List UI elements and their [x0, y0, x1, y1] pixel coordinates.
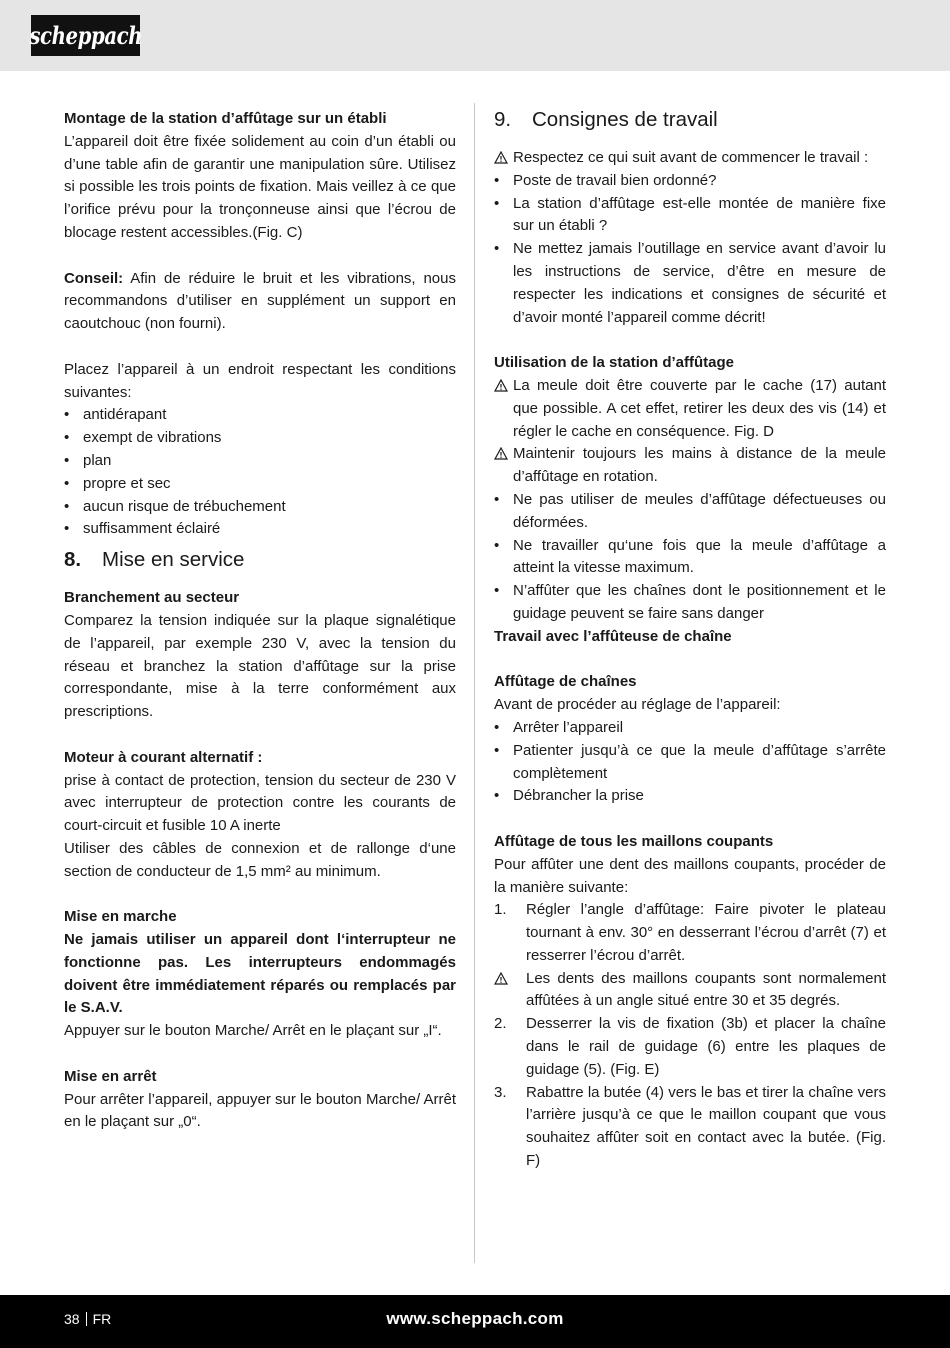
section-title-moteur: Moteur à courant alternatif :: [64, 748, 263, 766]
warning-item: La meule doit être couverte par le cache (17) autant que possible. A cet effet, retirer les deux des vis (14) et régler le cache en conséquence. Fig. D: [494, 375, 886, 443]
list-item: • suffisamment éclairé: [64, 518, 456, 541]
list-item: • Arrêter l’appareil: [494, 717, 886, 740]
steps-list: [494, 899, 886, 1173]
list-item: • Ne travailler qu‘une fois que la meule d’affûtage a atteint la vitesse maximum.: [494, 535, 886, 581]
right-column: [494, 108, 886, 1173]
paragraph-placement: Placez l’appareil à un endroit respectant les conditions suivantes:: [64, 360, 456, 401]
checklist: [494, 170, 886, 330]
paragraph-branchement: Comparez la tension indiquée sur la plaque signalétique de l’appareil, par exemple 230 V, avec la tension du réseau et branchez la station d’affûtage sur la prise correspondante, mise à la terre conformément aux prescriptions.: [64, 611, 456, 721]
section-title-mise-en-marche: Mise en marche: [64, 908, 177, 926]
warning-interrupteur: Ne jamais utiliser un appareil dont l‘interrupteur ne fonctionne pas. Les interrupteurs endommagés doivent être immédiatement réparés ou remplacés par le S.A.V.: [64, 931, 456, 1017]
section-title-affutage-chaines: Affûtage de chaînes: [494, 673, 637, 691]
section-title-mise-en-arret: Mise en arrêt: [64, 1067, 157, 1085]
step-item: 2. Desserrer la vis de fixation (3b) et placer la chaîne dans le rail de guidage (6) entre les plaques de guidage (5). (Fig. E): [494, 1015, 886, 1078]
paragraph-conseil: [64, 268, 456, 336]
language-code: FR: [92, 1311, 112, 1327]
section-title-maillons: Affûtage de tous les maillons coupants: [494, 832, 774, 850]
step-item: 1. Régler l’angle d’affûtage: Faire pivoter le plateau tournant à env. 30° en desserrant l’écrou d’arrêt (7) et resserrer l’écrou d’arrêt.: [494, 901, 886, 964]
paragraph-montage: L’appareil doit être fixée solidement au coin d’un établi ou d’une table afin de garantir une manipulation sûre. Utilisez si possible les trois points de fixation. Mais veillez à ce que l’orifice prévu pour la tronçonneuse ainsi que l’écrou de blocage restent accessibles.(Fig. C): [64, 132, 456, 241]
heading-number: 8.: [64, 548, 82, 572]
section-title-utilisation: Utilisation de la station d’affûtage: [494, 354, 735, 372]
list-item: • aucun risque de trébuchement: [64, 496, 456, 519]
paragraph-maillons: Pour affûter une dent des maillons coupants, procéder de la manière suivante:: [494, 855, 886, 896]
warning-item: Respectez ce qui suit avant de commencer le travail :: [494, 147, 886, 170]
warning-triangle-icon: [494, 151, 508, 164]
list-item: • exempt de vibrations: [64, 427, 456, 450]
list-item: • antidérapant: [64, 404, 456, 427]
step-item: 3. Rabattre la butée (4) vers le bas et tirer la chaîne vers l’arrière jusqu’à ce que le maillon coupant que vous souhaitez affûter soit en contact avec la butée. (Fig. F): [494, 1083, 886, 1170]
list-item: • Ne mettez jamais l’outillage en service avant d’avoir lu les instructions de service, d’être en mesure de respecter les indications et consignes de sécurité et d’avoir monté l’appareil comme décrit!: [494, 238, 886, 329]
step-item: Les dents des maillons coupants sont normalement affûtées à un angle situé entre 30 et 35 degrés.: [494, 968, 886, 1014]
list-item: • plan: [64, 450, 456, 473]
list-item: • Poste de travail bien ordonné?: [494, 170, 886, 193]
paragraph-moteur-2: Utiliser des câbles de connexion et de rallonge d‘une section de conducteur de 1,5 mm² au minimum.: [64, 839, 456, 880]
heading-consignes: [494, 107, 886, 133]
tip-text: Afin de réduire le bruit et les vibrations, nous recommandons d’utiliser en supplément un support en caoutchouc (non fourni).: [64, 269, 456, 333]
section-title-travail: Travail avec l’affûteuse de chaîne: [494, 627, 732, 645]
section-title-montage: Montage de la station d’affûtage sur un établi: [64, 110, 387, 127]
list-item: • Patienter jusqu’à ce que la meule d’affûtage s’arrête complètement: [494, 740, 886, 786]
tip-label: Conseil:: [64, 269, 124, 287]
page-number: 38 FR: [64, 1311, 112, 1327]
usage-list: [494, 489, 886, 626]
list-item: • propre et sec: [64, 473, 456, 496]
scheppach-logo: scheppach: [31, 15, 140, 56]
list-item: • La station d’affûtage est-elle montée de manière fixe sur un établi ?: [494, 193, 886, 239]
paragraph-moteur-1: prise à contact de protection, tension du secteur de 230 V avec interrupteur de protection contre les courants de court-circuit et fusible 10 A inerte: [64, 771, 456, 835]
heading-number: 9.: [494, 108, 512, 131]
website-url: www.scheppach.com: [386, 1309, 564, 1328]
page-footer: [0, 1295, 950, 1348]
column-divider: [474, 103, 475, 1263]
paragraph-mise-en-arret: Pour arrêter l’appareil, appuyer sur le bouton Marche/ Arrêt en le plaçant sur „0“.: [64, 1090, 456, 1131]
heading-text: Mise en service: [102, 548, 245, 572]
heading-mise-en-service: [64, 547, 456, 573]
preparation-list: [494, 717, 886, 808]
placement-list: [64, 404, 456, 541]
left-column: [64, 108, 456, 1134]
warning-triangle-icon: [494, 447, 508, 460]
heading-text: Consignes de travail: [532, 108, 718, 131]
paragraph-affutage-chaines: Avant de procéder au réglage de l’appareil:: [494, 696, 781, 714]
page-header: [0, 0, 950, 71]
warning-triangle-icon: [494, 379, 508, 392]
list-item: • N’affûter que les chaînes dont le positionnement et le guidage peuvent se faire sans danger: [494, 580, 886, 626]
list-item: • Débrancher la prise: [494, 785, 886, 808]
list-item: • Ne pas utiliser de meules d’affûtage défectueuses ou déformées.: [494, 489, 886, 535]
warning-triangle-icon: [494, 972, 508, 985]
paragraph-mise-en-marche: Appuyer sur le bouton Marche/ Arrêt en le plaçant sur „I“.: [64, 1022, 442, 1040]
warning-item: Maintenir toujours les mains à distance de la meule d’affûtage en rotation.: [494, 443, 886, 489]
section-title-branchement: Branchement au secteur: [64, 589, 240, 607]
